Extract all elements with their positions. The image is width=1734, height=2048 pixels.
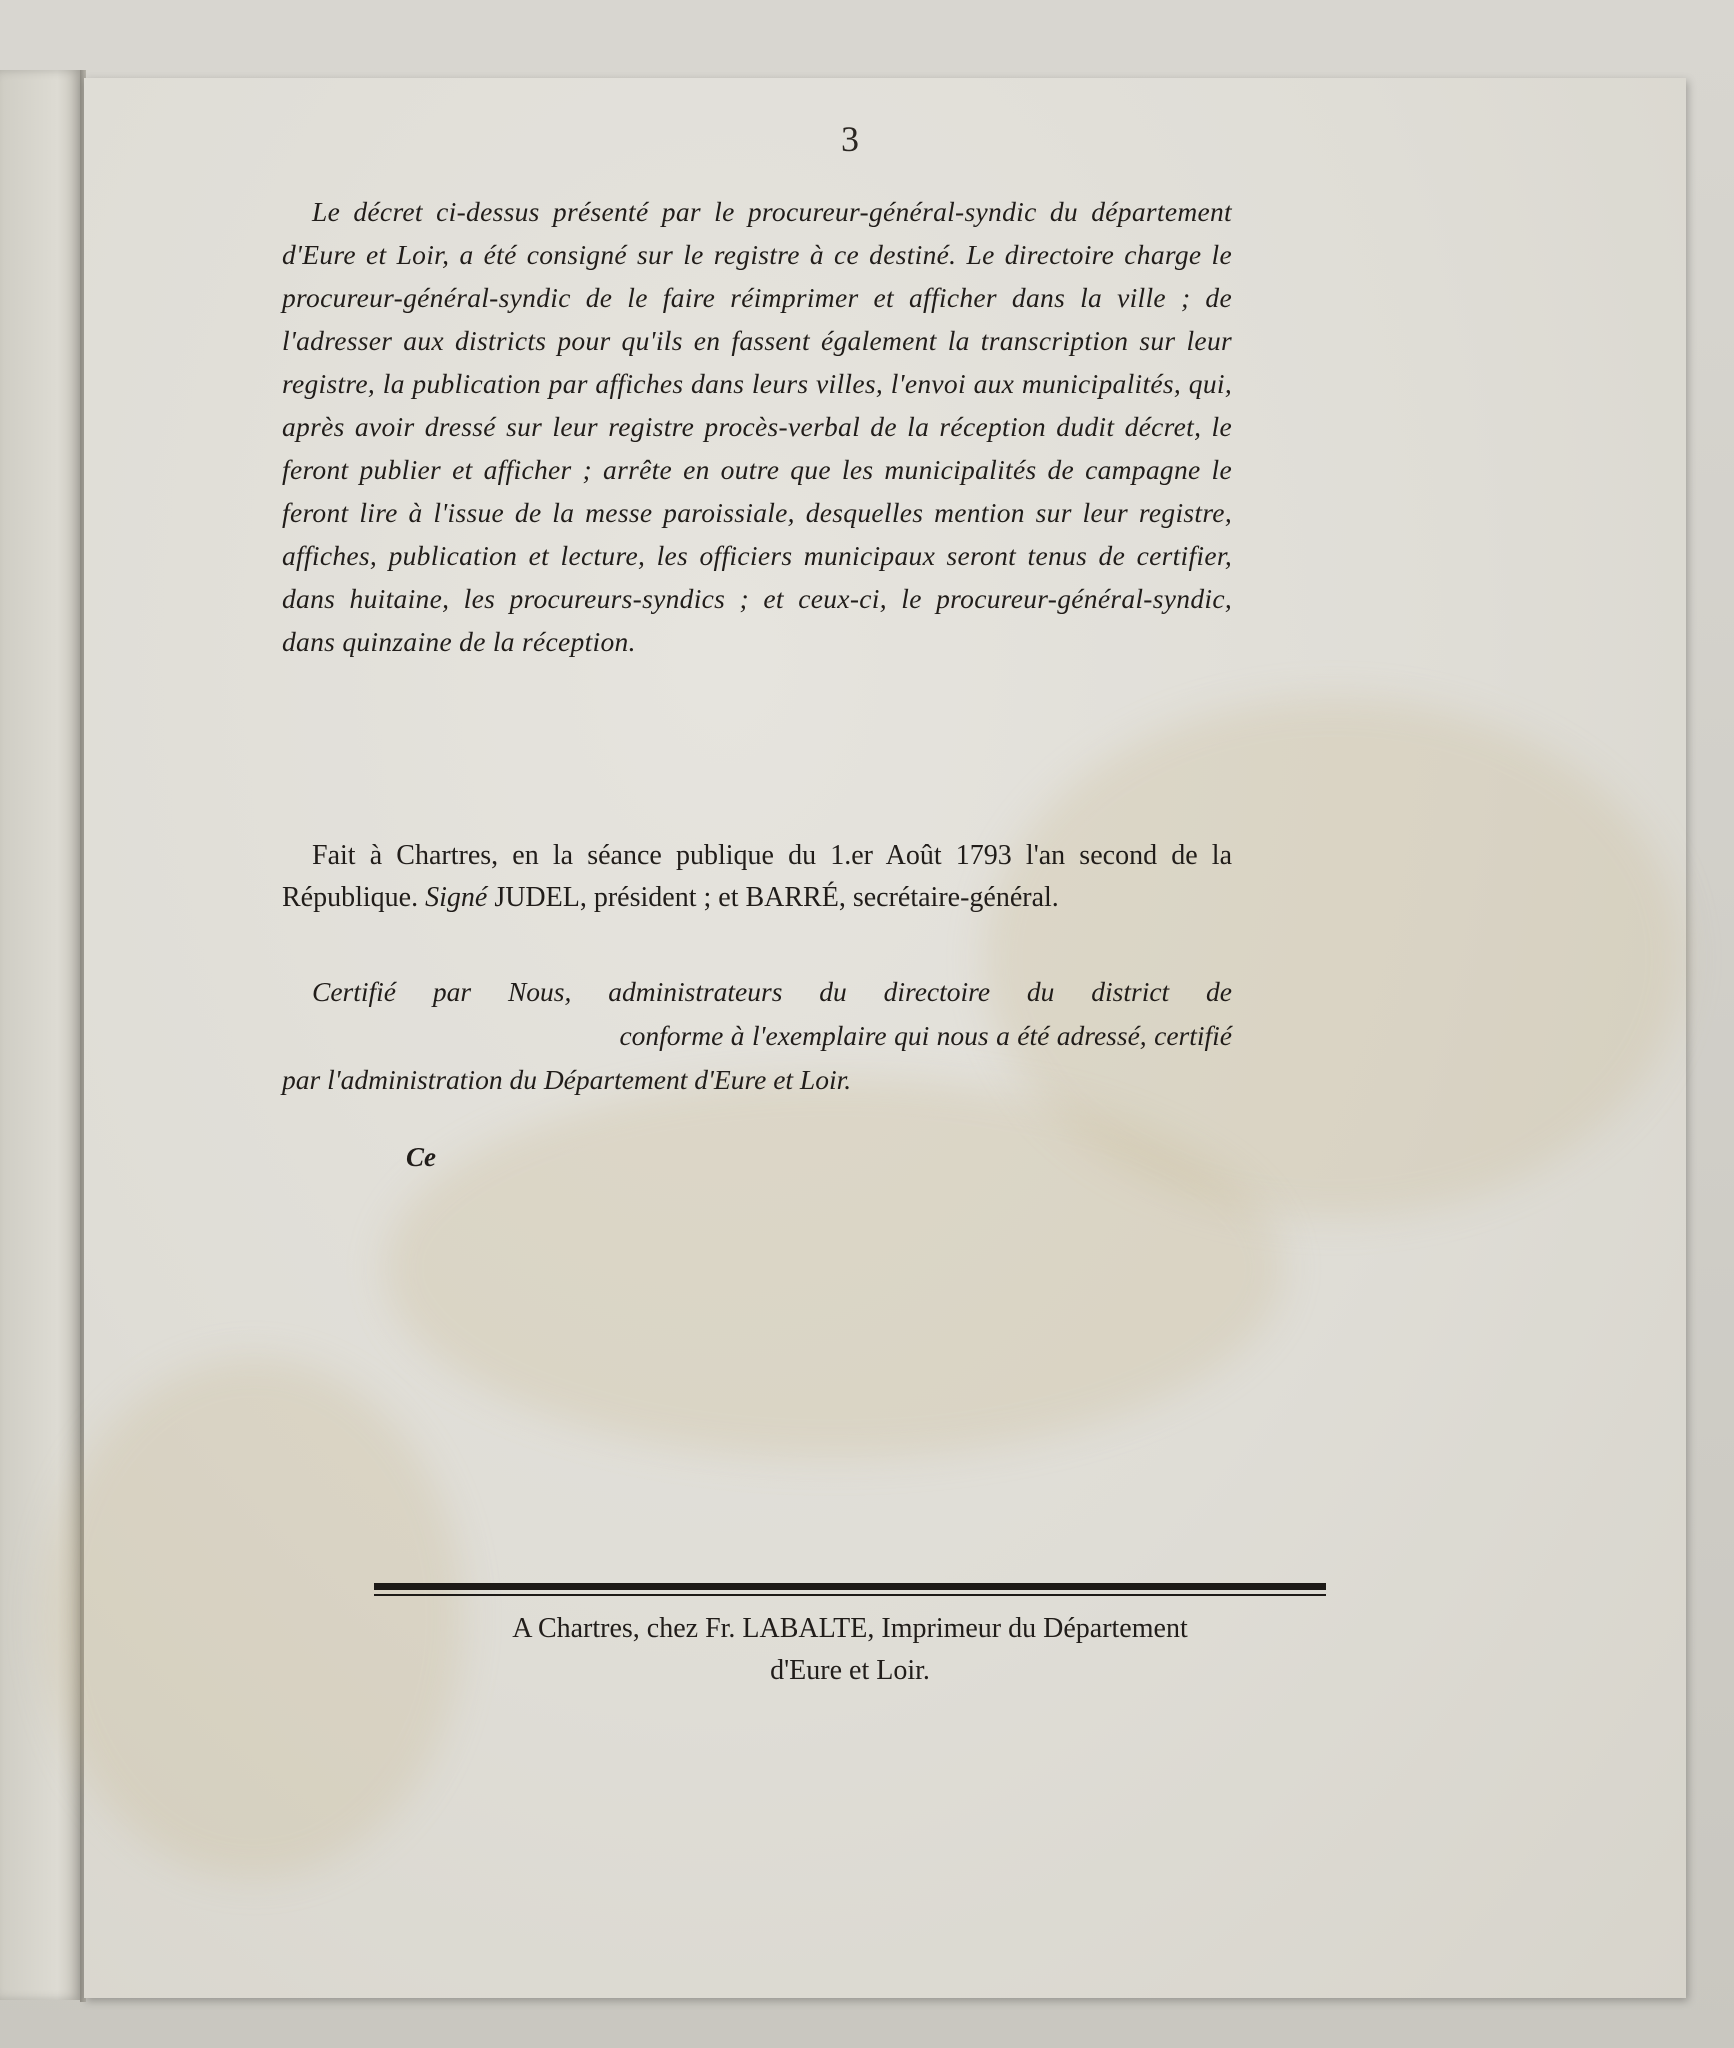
signed-label: Signé: [425, 882, 488, 913]
catchword: Ce: [406, 1142, 436, 1172]
certification-part2: conforme à l'exemplaire qui nous a été adressé, certifié par l'administration du Département d'Eure et Loir.: [282, 1020, 1232, 1095]
imprint-rule-thin: [374, 1594, 1326, 1596]
signature-lead: Fait à Chartres, en la séance publique du 1.er Août 1793 l'an second de la République.: [282, 840, 1232, 913]
decree-paragraph: Le décret ci-dessus présenté par le procureur-général-syndic du département d'Eure et Loir, a été consigné sur le registre à ce destiné. Le directoire charge le procureur-général-syndic de le faire réimprimer et afficher dans la ville ; de l'adresser aux districts pour qu'ils en fassent également la transcription sur leur registre, la publication par affiches dans leurs villes, l'envoi aux municipalités, qui, après avoir dressé sur leur registre procès-verbal de la réception dudit décret, le feront publier et afficher ; arrête en outre que les municipalités de campagne le feront lire à l'issue de la messe paroissiale, desquelles mention sur leur registre, affiches, publication et lecture, les officiers municipaux seront tenus de certifier, dans huitaine, les procureurs-syndics ; et ceux-ci, le procureur-général-syndic, dans quinzaine de la réception.: [282, 196, 1232, 657]
certification-paragraph: [282, 970, 1232, 1102]
imprint-rule-thick: [374, 1583, 1326, 1590]
certification-part1: Certifié par Nous, administrateurs du directoire du district de: [312, 976, 1232, 1007]
water-stain: [384, 1078, 1284, 1458]
imprint-line-1: A Chartres, chez Fr. LABALTE, Imprimeur du Département: [512, 1613, 1188, 1644]
signers: JUDEL, président ; et BARRÉ, secrétaire-général.: [494, 882, 1059, 913]
page-number: 3: [841, 119, 859, 159]
printer-imprint: [360, 1608, 1340, 1692]
signature-paragraph: [282, 835, 1232, 919]
imprint-line-2: d'Eure et Loir.: [770, 1655, 930, 1686]
